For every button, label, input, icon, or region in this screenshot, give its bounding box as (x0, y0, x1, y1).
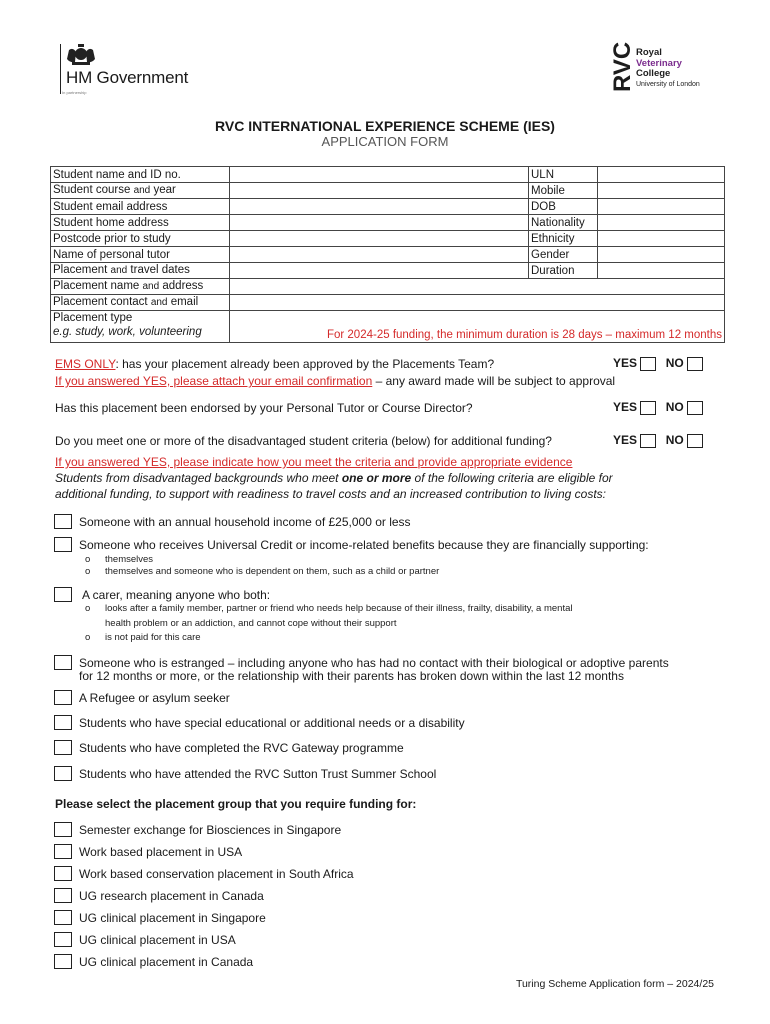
placement-group-checkbox[interactable] (54, 888, 72, 903)
intro-text: Students from disadvantaged backgrounds who meet (55, 471, 342, 485)
table-row (51, 279, 725, 295)
placement-group-checkbox[interactable] (54, 932, 72, 947)
field-input[interactable] (230, 199, 529, 215)
table-row (51, 215, 725, 231)
question-tutor-endorsed: Has this placement been endorsed by your Personal Tutor or Course Director? (55, 401, 473, 415)
criteria-intro-line-2: additional funding, to support with readiness to travel costs and an increased contribution to living costs: (55, 487, 606, 501)
field-input[interactable] (230, 215, 529, 231)
field-input[interactable] (598, 231, 725, 247)
criteria-intro-line-1 (55, 471, 613, 485)
svg-text:RVC: RVC (609, 41, 636, 92)
field-input[interactable] (230, 279, 725, 295)
field-input[interactable] (598, 263, 725, 279)
field-label: Ethnicity (529, 231, 598, 247)
page-title: RVC INTERNATIONAL EXPERIENCE SCHEME (IES) (215, 118, 555, 134)
criteria-checkbox[interactable] (54, 766, 72, 781)
criteria-label: Students who have attended the RVC Sutton Trust Summer School (79, 767, 437, 781)
page-footer: Turing Scheme Application form – 2024/25 (515, 978, 714, 990)
criteria-sub-item: o is not paid for this care (85, 632, 201, 643)
no-checkbox[interactable] (687, 434, 703, 448)
criteria-label: Someone with an annual household income of £25,000 or less (79, 515, 411, 529)
criteria-sub-item: o looks after a family member, partner or friend who needs help because of their illness, frailty, disability, a mental (85, 603, 573, 614)
no-label: NO (665, 400, 684, 414)
hmg-small-print: In partnership (62, 90, 87, 95)
logo-divider (60, 44, 61, 94)
field-label: Postcode prior to study (51, 231, 230, 247)
table-row (51, 183, 725, 199)
field-input[interactable] (230, 247, 529, 263)
placement-group-label: UG clinical placement in Canada (79, 955, 254, 969)
field-label: Nationality (529, 215, 598, 231)
placement-group-checkbox[interactable] (54, 866, 72, 881)
field-input[interactable] (598, 215, 725, 231)
no-checkbox[interactable] (687, 401, 703, 415)
field-label: Student name and ID no. (51, 167, 230, 183)
criteria-label: Someone who receives Universal Credit or income-related benefits because they are financially supporting: (79, 538, 649, 552)
no-label: NO (665, 356, 684, 370)
page-subtitle: APPLICATION FORM (321, 134, 449, 149)
rvc-line-2: Veterinary (636, 57, 682, 69)
placement-group-checkbox[interactable] (54, 822, 72, 837)
field-label: Placement contact and email (51, 295, 230, 311)
disadvantaged-note: If you answered YES, please indicate how you meet the criteria and provide appropriate evidence (55, 455, 573, 469)
criteria-checkbox[interactable] (54, 655, 72, 670)
ems-note-red: If you answered YES, please attach your email confirmation (55, 374, 373, 388)
criteria-label: A carer, meaning anyone who both: (82, 588, 271, 602)
placement-group-label: UG clinical placement in USA (79, 933, 236, 947)
placement-type-input[interactable] (230, 311, 725, 343)
placement-group-checkbox[interactable] (54, 910, 72, 925)
field-label: Placement name and address (51, 279, 230, 295)
rvc-letters (609, 38, 636, 92)
field-input[interactable] (230, 167, 529, 183)
field-label: Duration (529, 263, 598, 279)
field-label: Name of personal tutor (51, 247, 230, 263)
field-input[interactable] (598, 167, 725, 183)
criteria-checkbox[interactable] (54, 690, 72, 705)
placement-group-label: Work based conservation placement in South Africa (79, 867, 354, 881)
table-row (51, 295, 725, 311)
field-label: DOB (529, 199, 598, 215)
field-input[interactable] (230, 295, 725, 311)
field-label: Placement and travel dates (51, 263, 230, 279)
intro-text: of the following criteria are eligible for (411, 471, 613, 485)
placement-group-checkbox[interactable] (54, 954, 72, 969)
criteria-label-continued: for 12 months or more, or the relationship with their parents has broken down within the last 12 months (79, 669, 624, 683)
criteria-label: Students who have special educational or additional needs or a disability (79, 716, 465, 730)
table-row (51, 263, 725, 279)
field-input[interactable] (230, 183, 529, 199)
criteria-checkbox[interactable] (54, 537, 72, 552)
yes-label: YES (613, 356, 638, 370)
criteria-label: Students who have completed the RVC Gateway programme (79, 741, 404, 755)
placement-type-label: Placement type e.g. study, work, volunteering (51, 311, 230, 343)
no-checkbox[interactable] (687, 357, 703, 371)
field-input[interactable] (230, 231, 529, 247)
yes-no-disadvantaged (613, 433, 703, 448)
ems-only-label: EMS ONLY (55, 357, 116, 371)
table-row (51, 231, 725, 247)
placement-group-label: Work based placement in USA (79, 845, 243, 859)
field-label: ULN (529, 167, 598, 183)
hm-government-name: HM Government (66, 68, 189, 87)
field-label: Student email address (51, 199, 230, 215)
field-input[interactable] (598, 199, 725, 215)
question-disadvantaged: Do you meet one or more of the disadvantaged student criteria (below) for additional funding? (55, 434, 552, 448)
royal-crest-icon (64, 44, 98, 68)
rvc-line-4: University of London (636, 80, 700, 88)
yes-label: YES (613, 400, 638, 414)
rvc-line-1: Royal (636, 47, 662, 58)
field-input[interactable] (230, 263, 529, 279)
yes-checkbox[interactable] (640, 434, 656, 448)
intro-emphasis: one or more (341, 471, 412, 485)
criteria-checkbox[interactable] (54, 587, 72, 602)
ems-note-rest: – any award made will be subject to approval (372, 374, 616, 388)
table-row (51, 247, 725, 263)
table-row (51, 311, 725, 343)
criteria-sub-item: health problem or an addiction, and cannot cope without their support (105, 618, 397, 629)
no-label: NO (665, 433, 684, 447)
funding-duration-note: For 2024-25 funding, the minimum duration is 28 days – maximum 12 months (326, 329, 722, 341)
placement-group-label: Semester exchange for Biosciences in Singapore (79, 823, 342, 837)
yes-label: YES (613, 433, 638, 447)
table-row (51, 167, 725, 183)
yes-checkbox[interactable] (640, 357, 656, 371)
yes-no-tutor (613, 400, 703, 415)
ems-note (55, 374, 615, 388)
criteria-sub-item: o themselves and someone who is dependent on them, such as a child or partner (85, 566, 440, 577)
field-label: Gender (529, 247, 598, 263)
table-row (51, 199, 725, 215)
question-ems-text: : has your placement already been approved by the Placements Team? (115, 357, 495, 371)
placement-group-label: UG research placement in Canada (79, 889, 264, 903)
criteria-label: A Refugee or asylum seeker (79, 691, 230, 705)
criteria-label: Someone who is estranged – including anyone who has had no contact with their biological or adoptive parents (79, 656, 669, 670)
rvc-line-3: College (636, 68, 671, 79)
field-label: Student course and year (51, 183, 230, 199)
field-label: Student home address (51, 215, 230, 231)
question-ems-approval (55, 357, 494, 371)
placement-group-label: UG clinical placement in Singapore (79, 911, 266, 925)
criteria-checkbox[interactable] (54, 740, 72, 755)
placement-group-checkbox[interactable] (54, 844, 72, 859)
student-details-table (50, 166, 725, 343)
field-label: Mobile (529, 183, 598, 199)
field-input[interactable] (598, 247, 725, 263)
rvc-wordmark (636, 48, 700, 90)
criteria-checkbox[interactable] (54, 715, 72, 730)
yes-checkbox[interactable] (640, 401, 656, 415)
placement-group-heading: Please select the placement group that you require funding for: (55, 797, 417, 811)
criteria-sub-item: o themselves (85, 554, 154, 565)
yes-no-ems (613, 356, 703, 371)
field-input[interactable] (598, 183, 725, 199)
criteria-checkbox[interactable] (54, 514, 72, 529)
rvc-logo (609, 38, 722, 94)
